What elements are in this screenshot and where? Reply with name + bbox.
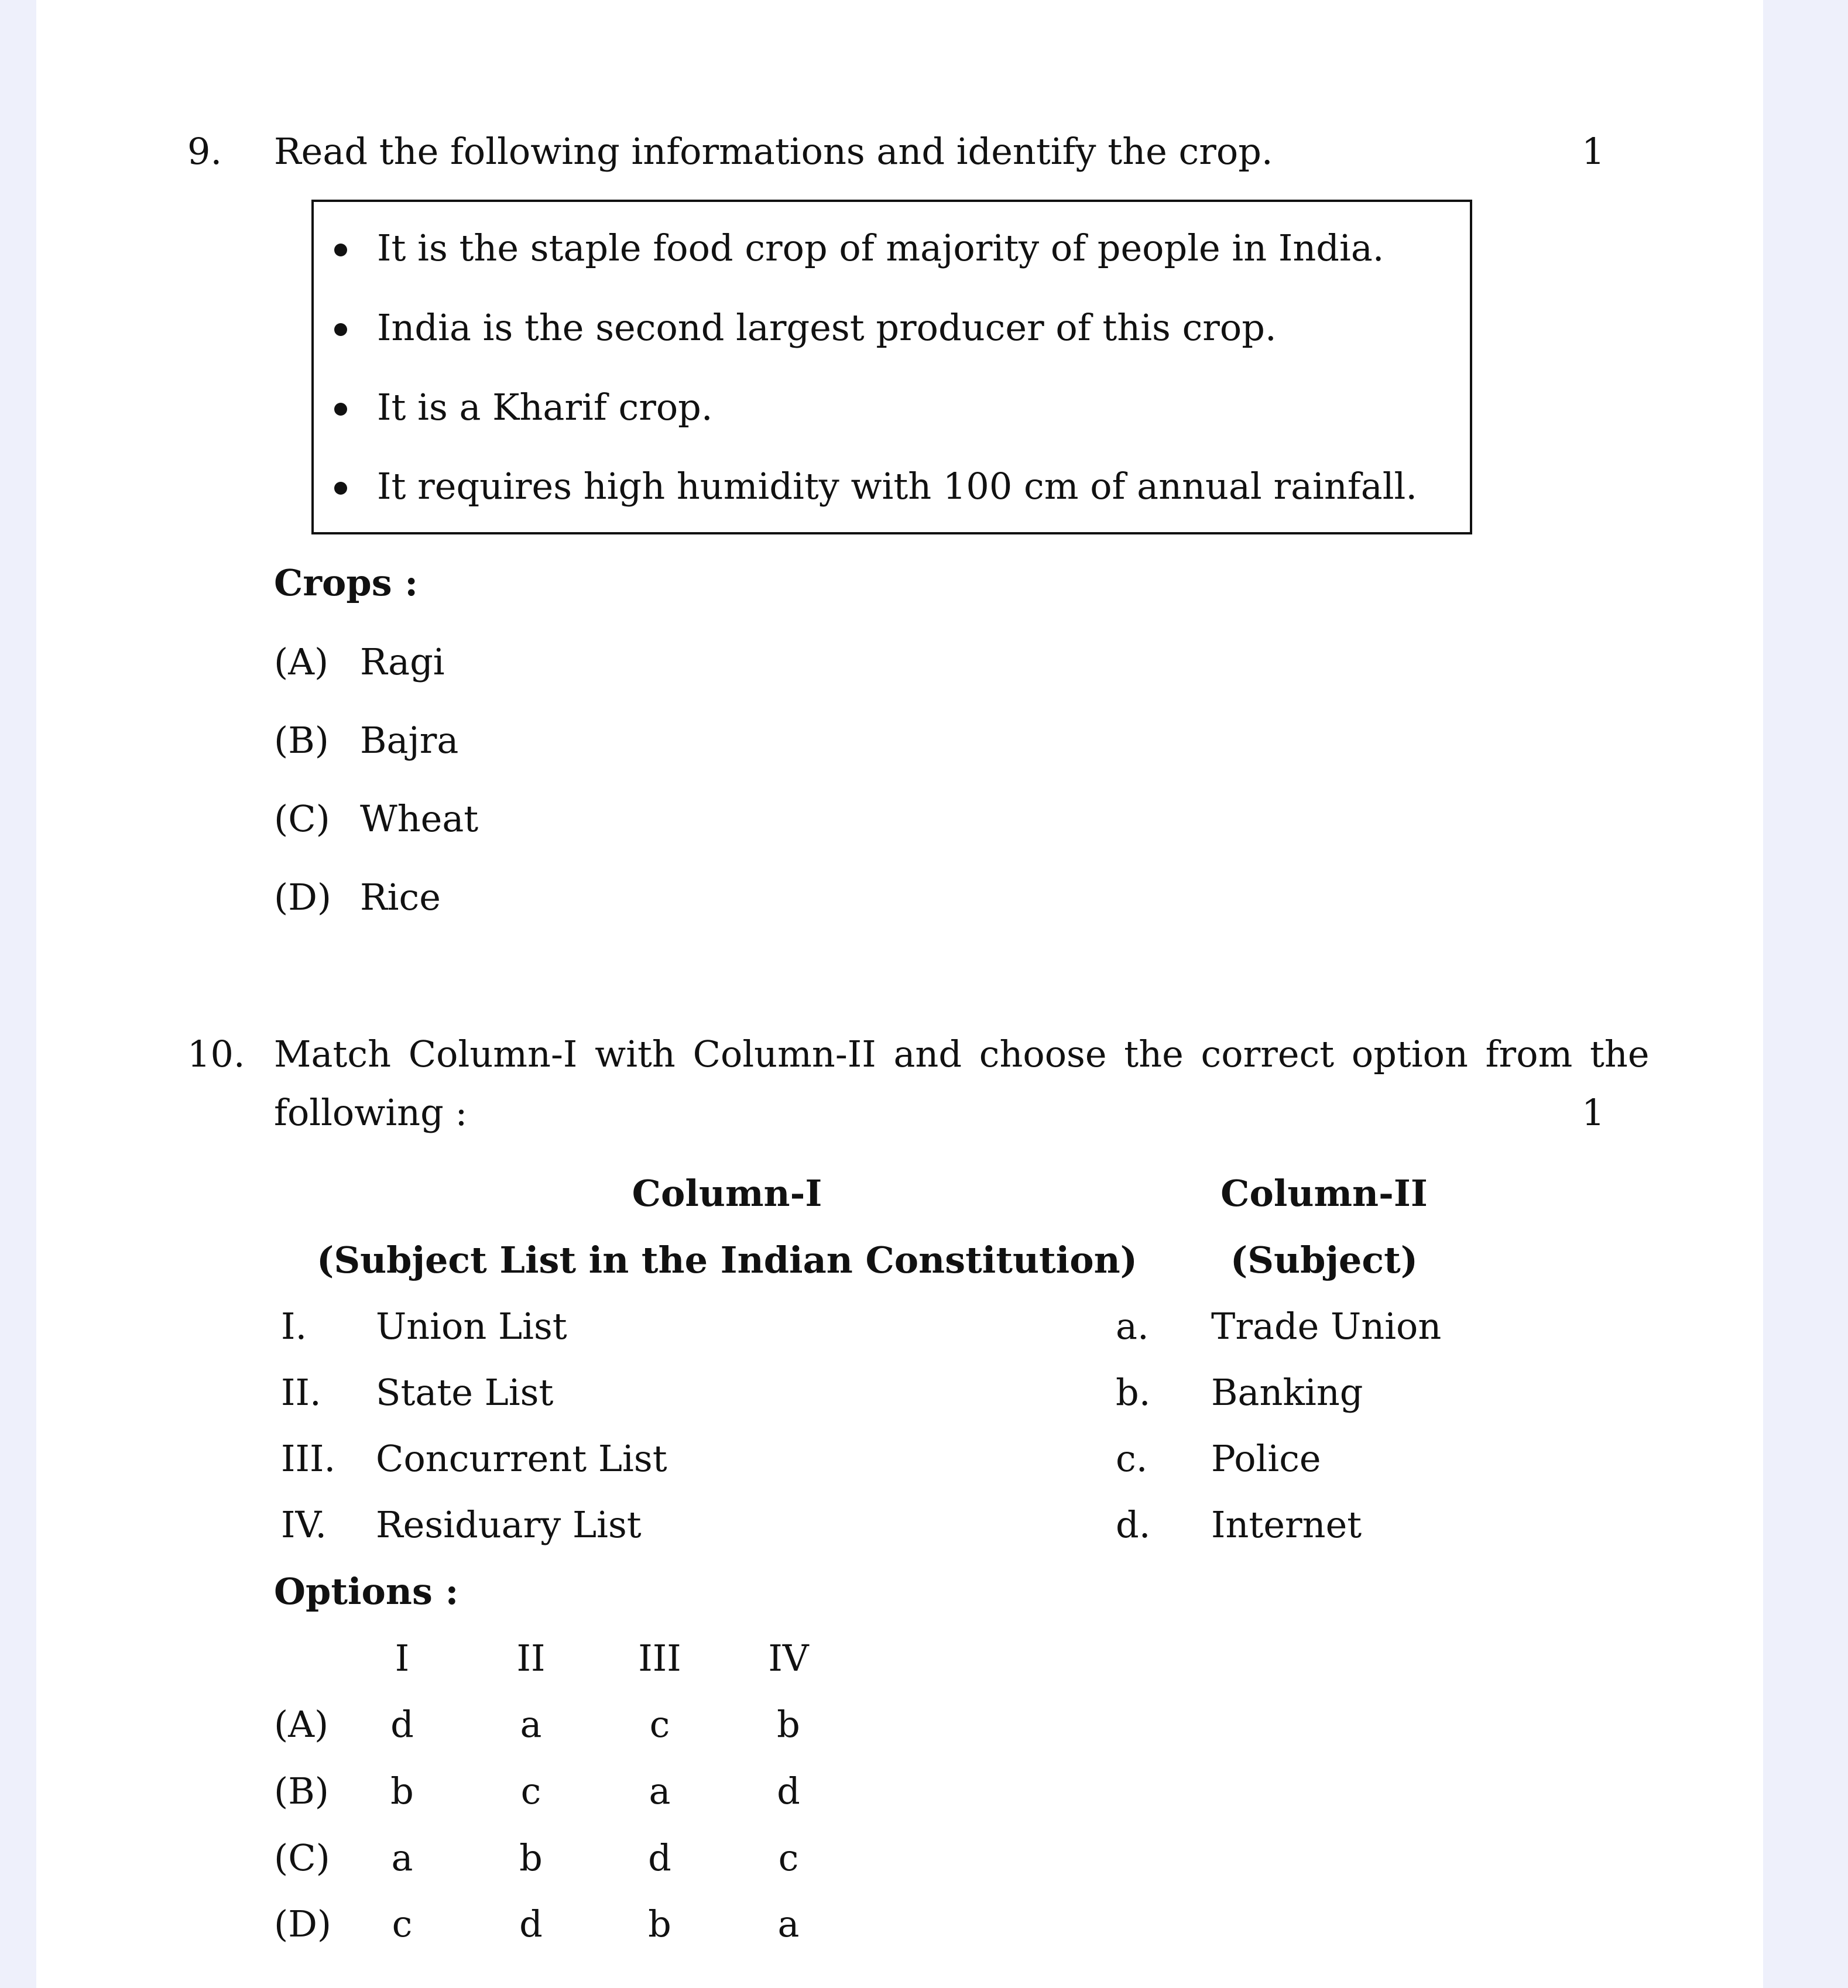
option-cell: d [648, 1836, 671, 1879]
question-text-continued: following : [274, 1091, 468, 1134]
column-1-subheading: (Subject List in the Indian Constitution) [317, 1239, 1137, 1281]
column-1-label: I. [281, 1305, 307, 1348]
column-2-heading: Column-II [1220, 1172, 1428, 1215]
option-text: Rice [360, 876, 441, 918]
option-label: (C) [274, 797, 330, 840]
option-cell: b [777, 1703, 800, 1746]
option-cell: a [391, 1836, 413, 1879]
column-2-item: Trade Union [1211, 1305, 1442, 1348]
option-cell: b [519, 1836, 543, 1879]
option-cell: c [649, 1703, 670, 1746]
question-text: Match Column-I with Column-II and choose the correct option from the [274, 1033, 1650, 1075]
option-text: Wheat [360, 797, 479, 840]
info-point: It is a Kharif crop. [377, 386, 713, 429]
column-2-item: Banking [1211, 1371, 1363, 1414]
options-header-cell: II [516, 1637, 546, 1679]
column-1-label: II. [281, 1371, 321, 1414]
crops-heading: Crops : [274, 561, 419, 604]
bullet-icon [334, 244, 347, 256]
option-cell: b [390, 1770, 414, 1812]
question-text: Read the following informations and identify the crop. [274, 130, 1273, 173]
info-point: It requires high humidity with 100 cm of annual rainfall. [377, 465, 1418, 508]
options-heading: Options : [274, 1570, 459, 1613]
option-cell: a [777, 1903, 800, 1945]
column-1-item: Union List [376, 1305, 567, 1348]
option-cell: d [519, 1903, 543, 1945]
option-label: (B) [274, 1770, 329, 1812]
column-2-item: Internet [1211, 1503, 1362, 1546]
option-text: Bajra [360, 719, 459, 762]
option-text: Ragi [360, 640, 445, 683]
option-label: (D) [274, 1903, 332, 1945]
info-point: India is the second largest producer of this crop. [377, 306, 1277, 349]
option-cell: d [390, 1703, 414, 1746]
marks: 1 [1582, 1091, 1605, 1134]
column-2-label: a. [1116, 1305, 1149, 1348]
options-header-cell: IV [768, 1637, 809, 1679]
column-2-label: c. [1116, 1437, 1148, 1480]
question-number: 9. [187, 130, 222, 173]
column-1-label: IV. [281, 1503, 327, 1546]
option-label: (D) [274, 876, 332, 918]
option-cell: c [520, 1770, 541, 1812]
option-cell: c [778, 1836, 799, 1879]
exam-page [36, 0, 1763, 1988]
option-cell: d [777, 1770, 800, 1812]
info-point: It is the staple food crop of majority of people in India. [377, 227, 1384, 269]
column-1-heading: Column-I [632, 1172, 822, 1215]
column-2-item: Police [1211, 1437, 1321, 1480]
marks: 1 [1582, 130, 1605, 173]
column-1-item: State List [376, 1371, 554, 1414]
column-2-label: b. [1116, 1371, 1151, 1414]
option-cell: a [520, 1703, 542, 1746]
option-label: (C) [274, 1836, 330, 1879]
options-header-cell: I [395, 1637, 410, 1679]
column-2-subheading: (Subject) [1230, 1239, 1418, 1281]
column-1-item: Concurrent List [376, 1437, 667, 1480]
option-cell: a [649, 1770, 671, 1812]
option-label: (A) [274, 1703, 329, 1746]
option-label: (B) [274, 719, 329, 762]
column-2-label: d. [1116, 1503, 1151, 1546]
options-header-cell: III [638, 1637, 681, 1679]
question-number: 10. [187, 1033, 245, 1075]
option-cell: b [648, 1903, 671, 1945]
column-1-label: III. [281, 1437, 336, 1480]
bullet-icon [334, 403, 347, 416]
bullet-icon [334, 323, 347, 336]
bullet-icon [334, 482, 347, 495]
option-cell: c [392, 1903, 413, 1945]
column-1-item: Residuary List [376, 1503, 642, 1546]
option-label: (A) [274, 640, 329, 683]
